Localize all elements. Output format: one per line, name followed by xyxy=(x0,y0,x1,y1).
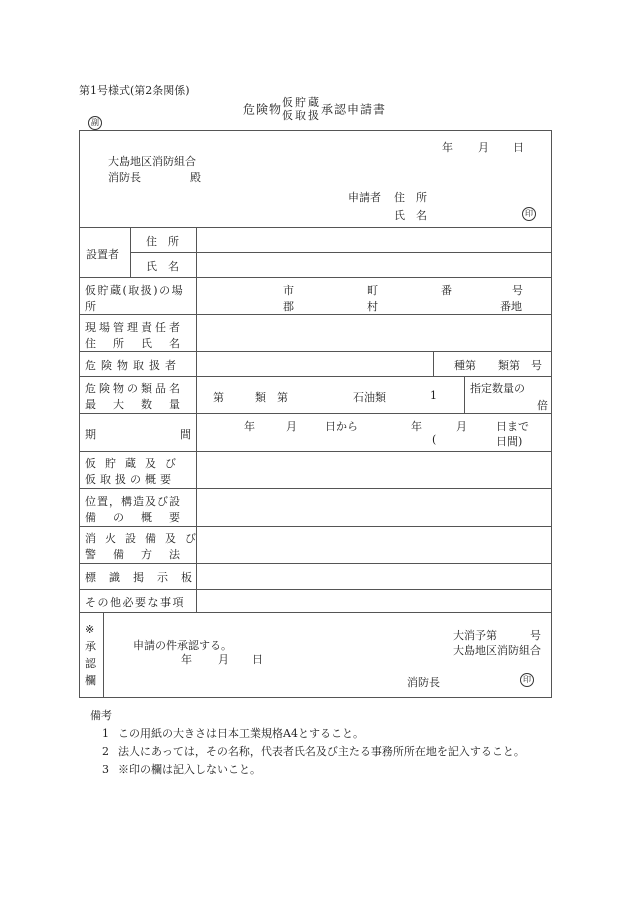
note-item xyxy=(102,743,525,759)
period-label xyxy=(85,426,191,442)
approval-label xyxy=(85,621,96,689)
location-mura: 村 xyxy=(367,300,378,313)
approval-seal xyxy=(520,672,534,687)
applicant-label: 申請者 xyxy=(348,191,381,204)
structure-label-line2: 備 の 概 要 xyxy=(85,511,183,524)
date-month: 月 xyxy=(478,141,489,154)
handler-class: 種第 類第 号 xyxy=(454,359,542,372)
note-number: 3 xyxy=(102,763,109,776)
form-number: 第1号様式(第2条関係) xyxy=(79,84,190,97)
location-machi: 町 xyxy=(367,284,378,297)
title-prefix: 危険物 xyxy=(243,102,283,117)
copy-mark-stamp xyxy=(88,115,102,130)
designated-line2: 倍 xyxy=(537,399,548,412)
applicant-name-label: 氏 名 xyxy=(394,209,427,222)
manager-label-line1: 現場管理責任者 xyxy=(85,321,183,334)
installer-address-field[interactable] xyxy=(197,228,551,252)
title-stack-bottom: 仮取扱 xyxy=(282,109,322,122)
handler-label: 危険物取扱者 xyxy=(85,359,181,372)
period-paren: ( xyxy=(432,433,437,446)
approval-day: 日 xyxy=(252,653,263,666)
sign-field[interactable] xyxy=(197,564,551,589)
period-from: 日から xyxy=(325,420,358,433)
overview-field[interactable] xyxy=(197,452,551,488)
date-day: 日 xyxy=(513,141,524,154)
other-label: その他必要な事項 xyxy=(85,596,185,609)
period-label-char: 期 xyxy=(85,428,96,441)
fire-field[interactable] xyxy=(197,527,551,563)
class-label-line1: 危険物の類品名 xyxy=(85,382,183,395)
note-text: この用紙の大きさは日本工業規格A4とすること。 xyxy=(118,727,364,740)
period-month2: 月 xyxy=(456,420,467,433)
period-year2: 年 xyxy=(411,420,422,433)
approval-chief: 消防長 xyxy=(407,676,440,689)
form-title xyxy=(243,96,386,122)
period-until: 日まで xyxy=(496,420,529,433)
approval-text: 申請の件承認する。 xyxy=(133,639,232,652)
location-label-line2: 所 xyxy=(85,300,96,313)
structure-label-line1: 位置，構造及び設 xyxy=(85,495,181,508)
sign-label: 標識掲示板 xyxy=(85,571,205,584)
class-rui-dai: 類 第 xyxy=(255,391,288,404)
note-number: 1 xyxy=(102,727,109,740)
approval-label-char: 認 xyxy=(85,657,96,670)
title-stack xyxy=(282,96,321,122)
approval-label-char: 欄 xyxy=(85,674,96,687)
period-year1: 年 xyxy=(244,420,255,433)
note-text: ※印の欄は記入しないこと。 xyxy=(118,763,261,776)
structure-field[interactable] xyxy=(197,489,551,526)
installer-address-label: 住 所 xyxy=(146,235,179,248)
class-label-line2: 最 大 数 量 xyxy=(85,398,183,411)
approval-label-char: ※ xyxy=(85,623,95,636)
class-sekiyu: 石油類 xyxy=(353,391,386,404)
period-month1: 月 xyxy=(286,420,297,433)
title-stack-top: 仮貯蔵 xyxy=(282,96,322,109)
installer-name-label: 氏 名 xyxy=(146,260,179,273)
addressee-honorific: 殿 xyxy=(190,171,201,184)
seal-icon: 印 xyxy=(522,207,536,221)
location-gun: 郡 xyxy=(283,300,294,313)
title-suffix: 承認申請書 xyxy=(321,102,387,117)
class-number: 1 xyxy=(430,389,437,402)
overview-label-line1: 仮貯蔵及び xyxy=(85,457,185,470)
notes-heading: 備考 xyxy=(90,709,112,722)
handler-field[interactable] xyxy=(197,352,433,376)
location-shi: 市 xyxy=(283,284,294,297)
note-text: 法人にあっては，その名称，代表者氏名及び主たる事務所所在地を記入すること。 xyxy=(118,745,525,758)
designated-line1: 指定数量の xyxy=(470,382,525,395)
note-number: 2 xyxy=(102,745,109,758)
note-item xyxy=(102,725,364,741)
period-days: 日間) xyxy=(496,435,523,448)
overview-label-line2: 仮取扱の概要 xyxy=(85,473,175,486)
location-ban: 番 xyxy=(441,284,452,297)
fire-label-line2: 警 備 方 法 xyxy=(85,548,183,561)
approval-label-char: 承 xyxy=(85,640,96,653)
addressee-org: 大島地区消防組合 xyxy=(108,155,196,168)
note-item xyxy=(102,761,261,777)
addressee-title: 消防長 xyxy=(108,171,141,184)
approval-ref-number: 大消予第 号 xyxy=(453,629,541,642)
approval-year: 年 xyxy=(181,653,192,666)
fire-label-line1: 消火設備及び xyxy=(85,532,205,545)
location-label-line1: 仮貯蔵(取扱)の場 xyxy=(85,284,185,297)
approval-org: 大島地区消防組合 xyxy=(453,644,541,657)
location-go: 号 xyxy=(512,284,523,297)
installer-name-field[interactable] xyxy=(197,253,551,277)
applicant-seal xyxy=(522,206,536,221)
manager-field[interactable] xyxy=(197,315,551,351)
date-year: 年 xyxy=(442,141,453,154)
applicant-address-label: 住 所 xyxy=(394,191,427,204)
approval-month: 月 xyxy=(218,653,229,666)
period-label-text xyxy=(85,426,191,442)
copy-mark-icon: 副 xyxy=(88,116,102,130)
manager-label-line2: 住 所 氏 名 xyxy=(85,337,183,350)
other-field[interactable] xyxy=(197,590,551,612)
installer-label: 設置者 xyxy=(86,248,119,261)
class-dai: 第 xyxy=(213,391,224,404)
seal-icon: 印 xyxy=(520,673,534,687)
location-banchi: 番地 xyxy=(500,300,522,313)
period-label-char: 間 xyxy=(180,428,191,441)
